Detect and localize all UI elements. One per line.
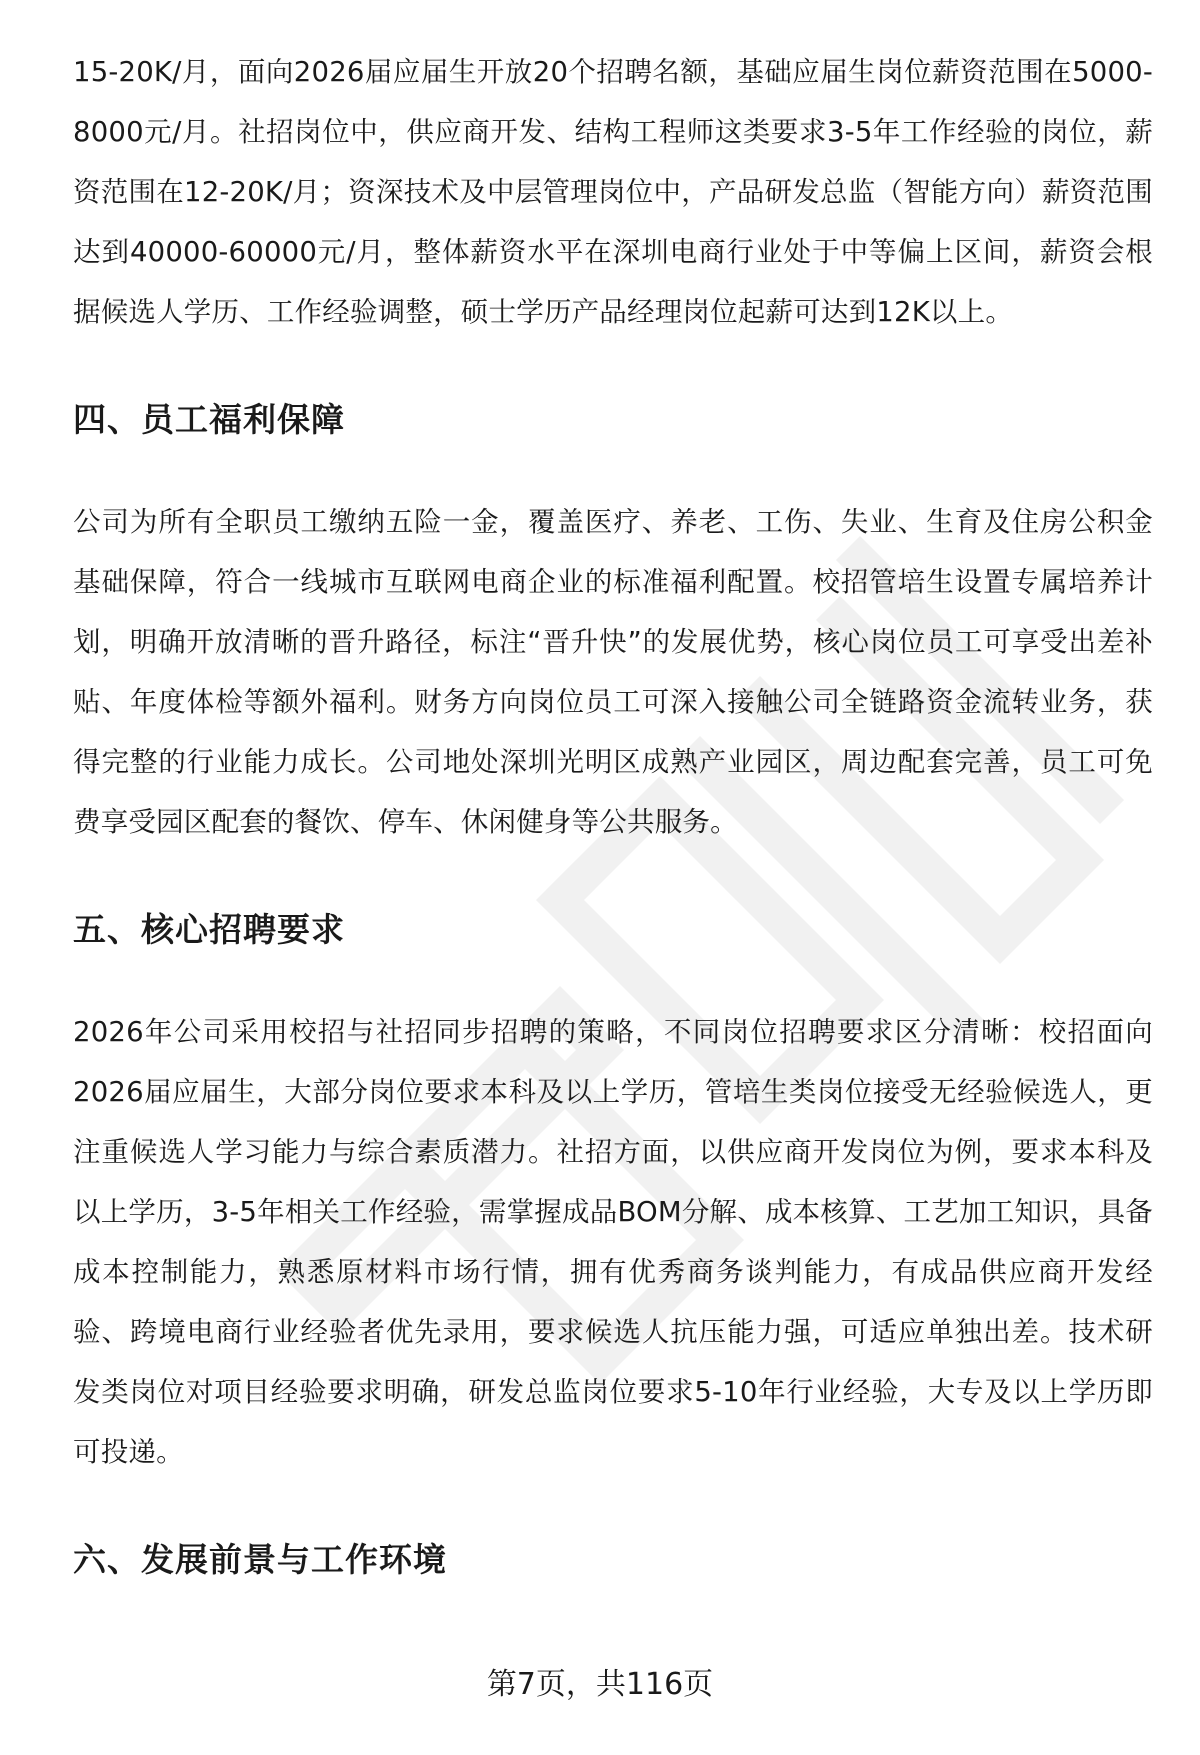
benefits-paragraph: 公司为所有全职员工缴纳五险一金，覆盖医疗、养老、工伤、失业、生育及住房公积金基础保障，符合一线城市互联网电商企业的标准福利配置。校招管培生设置专属培养计划，明确开放清晰的晋升路径，标注“晋升快”的发展优势，核心岗位员工可享受出差补贴、年度体检等额外福利。财务方向岗位员工可深入接触公司全链路资金流转业务，获得完整的行业能力成长。公司地处深圳光明区成熟产业园区，周边配套完善，员工可免费享受园区配套的餐饮、停车、休闲健身等公共服务。 bbox=[73, 506, 1153, 838]
requirements-paragraph: 2026年公司采用校招与社招同步招聘的策略，不同岗位招聘要求区分清晰：校招面向2026届应届生，大部分岗位要求本科及以上学历，管培生类岗位接受无经验候选人，更注重候选人学习能力与综合素质潜力。社招方面，以供应商开发岗位为例，要求本科及以上学历，3-5年相关工作经验，需掌握成品BOM分解、成本核算、工艺加工知识，具备成本控制能力，熟悉原材料市场行情，拥有优秀商务谈判能力，有成品供应商开发经验、跨境电商行业经验者优先录用，要求候选人抗压能力强，可适应单独出差。技术研发类岗位对项目经验要求明确，研发总监岗位要求5-10年行业经验，大专及以上学历即可投递。 bbox=[73, 1016, 1153, 1468]
section-heading-prospects: 六、发展前景与工作环境 bbox=[73, 1540, 447, 1579]
section-heading-requirements: 五、核心招聘要求 bbox=[73, 910, 345, 949]
document-page bbox=[73, 42, 1153, 1590]
section-heading-benefits: 四、员工福利保障 bbox=[73, 400, 345, 439]
salary-paragraph-continued: 15-20K/月，面向2026届应届生开放20个招聘名额，基础应届生岗位薪资范围在5000-8000元/月。社招岗位中，供应商开发、结构工程师这类要求3-5年工作经验的岗位，薪资范围在12-20K/月；资深技术及中层管理岗位中，产品研发总监（智能方向）薪资范围达到40000-60000元/月，整体薪资水平在深圳电商行业处于中等偏上区间，薪资会根据候选人学历、工作经验调整，硕士学历产品经理岗位起薪可达到12K以上。 bbox=[73, 56, 1153, 328]
page-number-footer: 第7页，共116页 bbox=[486, 1667, 714, 1702]
